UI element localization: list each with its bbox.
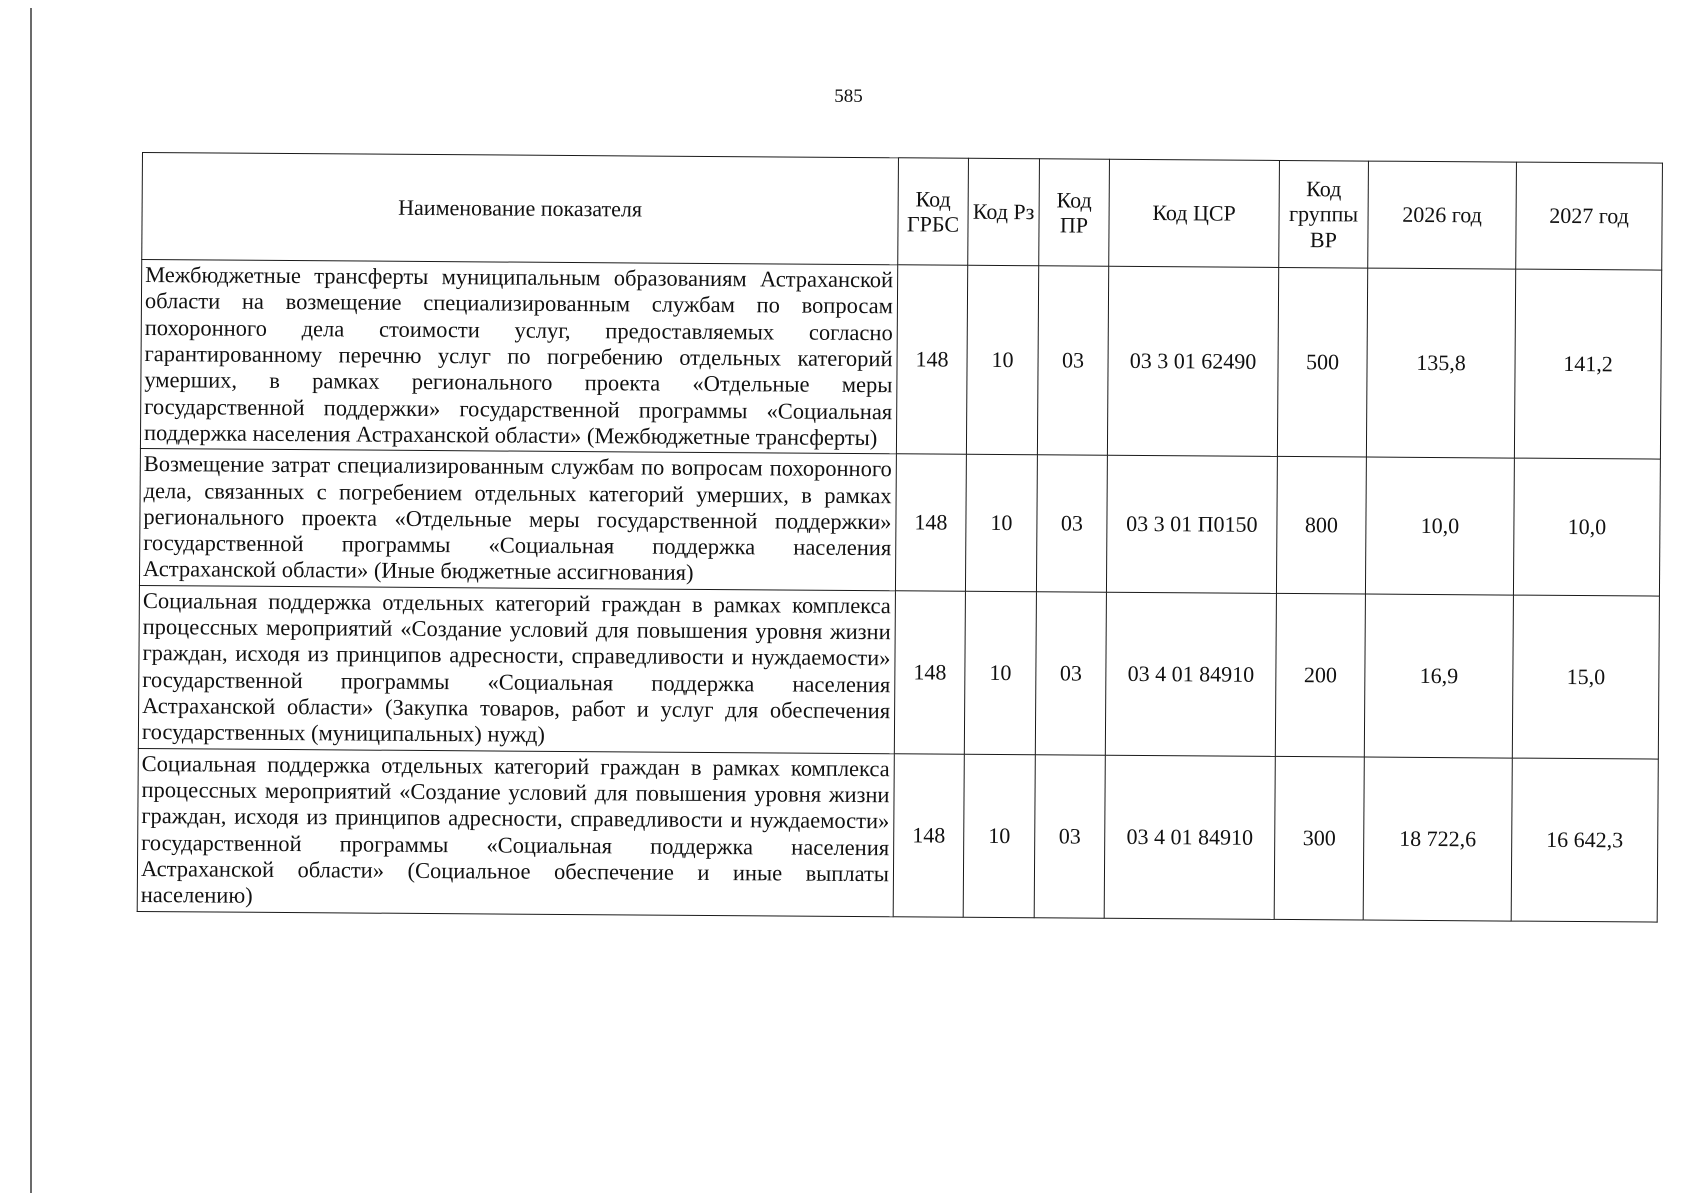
row-vr: 300 (1274, 756, 1364, 919)
header-csr: Код ЦСР (1109, 159, 1280, 267)
row-name: Межбюджетные трансферты муниципальным образованиям Астраханской области на возмещение специализированным службам по вопросам похоронного дела стоимости услуг, предоставляемых согласно гарантированному перечню услуг по погребению отдельных категорий умерших, в рамках регионального проекта «Отдельные меры государственной поддержки» государственной программы «Социальная поддержка населения Астраханской области» (Межбюджетные трансферты) (140, 260, 897, 454)
table-row (140, 260, 1661, 460)
row-2027: 141,2 (1514, 269, 1661, 459)
row-name: Возмещение затрат специализированным службам по вопросам похоронного дела, связанных с погребением отдельных категорий умерших, в рамках регионального проекта «Отдельные меры государственной поддержки» государственной программы «Социальная поддержка населения Астраханской области» (Иные бюджетные ассигнования) (139, 449, 896, 591)
row-csr: 03 4 01 84910 (1105, 592, 1276, 756)
row-rz: 10 (963, 754, 1035, 917)
header-vr: Код группы ВР (1279, 160, 1369, 268)
header-2026: 2026 год (1368, 161, 1517, 269)
row-rz: 10 (965, 454, 1037, 591)
scan-edge-line (30, 8, 32, 1193)
row-2026: 10,0 (1365, 457, 1514, 595)
row-2026: 18 722,6 (1363, 757, 1512, 921)
row-grbs: 148 (893, 753, 964, 916)
table-row (139, 449, 1660, 596)
table-row (138, 585, 1659, 758)
page-number: 585 (834, 86, 863, 107)
row-2027: 10,0 (1513, 458, 1660, 596)
row-pr: 03 (1035, 592, 1106, 755)
row-vr: 500 (1277, 267, 1367, 457)
header-rz: Код Рз (968, 158, 1040, 265)
row-grbs: 148 (895, 454, 966, 591)
row-grbs: 148 (896, 265, 967, 455)
row-2027: 15,0 (1512, 595, 1659, 759)
row-pr: 03 (1036, 455, 1107, 592)
row-2027: 16 642,3 (1511, 758, 1658, 922)
table-header-row (142, 153, 1663, 271)
budget-table (137, 152, 1663, 922)
table-row (137, 748, 1658, 921)
row-2026: 16,9 (1364, 594, 1513, 758)
row-csr: 03 3 01 П0150 (1106, 455, 1277, 593)
header-pr: Код ПР (1039, 159, 1110, 266)
row-rz: 10 (964, 591, 1036, 754)
header-name: Наименование показателя (142, 153, 899, 265)
row-pr: 03 (1037, 266, 1108, 456)
row-pr: 03 (1034, 754, 1105, 917)
header-2027: 2027 год (1516, 162, 1663, 270)
row-vr: 200 (1275, 593, 1365, 756)
row-vr: 800 (1276, 457, 1366, 594)
row-name: Социальная поддержка отдельных категорий граждан в рамках комплекса процессных мероприятий «Создание условий для повышения уровня жизни граждан, исходя из принципов адресности, справедливости и нуждаемости» государственной программы «Социальная поддержка населения Астраханской области» (Социальное обеспечение и иные выплаты населению) (137, 748, 894, 916)
row-2026: 135,8 (1366, 268, 1515, 458)
row-rz: 10 (966, 265, 1038, 455)
row-csr: 03 4 01 84910 (1104, 755, 1275, 919)
header-grbs: Код ГРБС (898, 158, 969, 265)
row-csr: 03 3 01 62490 (1107, 266, 1278, 456)
row-grbs: 148 (894, 591, 965, 754)
row-name: Социальная поддержка отдельных категорий граждан в рамках комплекса процессных мероприятий «Создание условий для повышения уровня жизни граждан, исходя из принципов адресности, справедливости и нуждаемости» государственной программы «Социальная поддержка населения Астраханской области» (Закупка товаров, работ и услуг для обеспечения государственных (муниципальных) нужд) (138, 585, 895, 753)
